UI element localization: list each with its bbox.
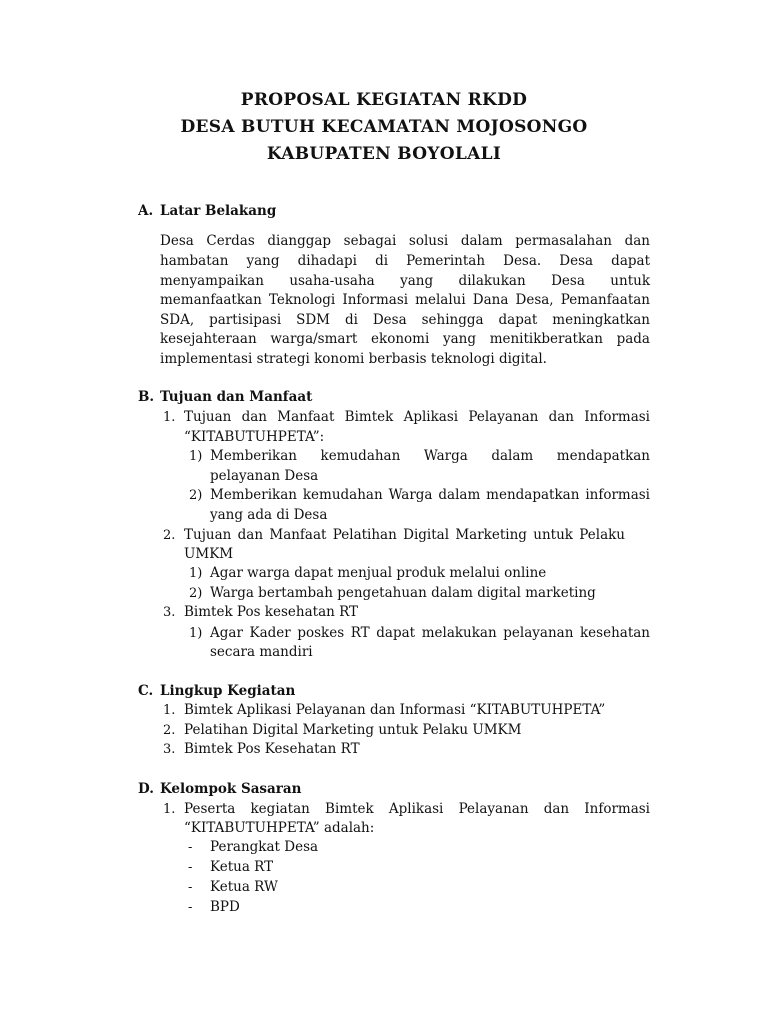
section-b-letter: B. (138, 389, 155, 405)
sub-list-number: 1) (189, 626, 203, 641)
list-item-text: Bimtek Aplikasi Pelayanan dan Informasi “KITABUTUHPETA” (184, 702, 606, 718)
bullet-text: Ketua RT (210, 859, 274, 875)
sub-list-text: pelayanan Desa (210, 468, 319, 484)
sub-list-text: secara mandiri (210, 644, 313, 660)
bullet-dash: - (188, 840, 193, 855)
sub-list-text: Agar warga dapat menjual produk melalui online (210, 565, 547, 581)
bullet-text: Ketua RW (210, 879, 278, 895)
sub-list-number: 2) (189, 488, 203, 503)
sub-list-number: 1) (189, 566, 203, 581)
sub-list-number: 1) (189, 449, 203, 464)
section-a-line: memanfaatkan Teknologi Informasi melalui Dana Desa, Pemanfaatan (160, 292, 650, 308)
section-c-title: Lingkup Kegiatan (160, 683, 296, 699)
section-a-line: menyampaikan usaha-usaha yang dilakukan Desa untuk (160, 273, 650, 289)
list-item-text: Bimtek Pos Kesehatan RT (184, 741, 360, 757)
section-a-line: SDA, partisipasi SDM di Desa sehingga dapat meningkatkan (160, 312, 650, 328)
list-item-text: Tujuan dan Manfaat Pelatihan Digital Marketing untuk Pelaku (184, 527, 625, 543)
list-number: 1. (163, 802, 176, 817)
sub-list-text: Memberikan kemudahan Warga dalam mendapatkan (210, 448, 650, 464)
section-a-heading (138, 203, 276, 219)
section-c-heading (138, 683, 295, 699)
bullet-text: BPD (210, 899, 240, 915)
list-item-text: Peserta kegiatan Bimtek Aplikasi Pelayanan dan Informasi (184, 801, 650, 817)
title-line-1: PROPOSAL KEGIATAN RKDD (240, 90, 528, 110)
list-item-text: Pelatihan Digital Marketing untuk Pelaku UMKM (184, 722, 522, 738)
list-number: 2. (163, 528, 176, 543)
bullet-dash: - (188, 860, 193, 875)
sub-list-text: Warga bertambah pengetahuan dalam digital marketing (210, 585, 596, 601)
section-d-title: Kelompok Sasaran (160, 781, 302, 797)
section-a-title: Latar Belakang (160, 203, 277, 219)
sub-list-text: yang ada di Desa (210, 507, 328, 523)
list-number: 1. (163, 410, 176, 425)
section-a-letter: A. (138, 203, 154, 219)
list-number: 2. (163, 723, 176, 738)
list-item-text: “KITABUTUHPETA”: (184, 429, 325, 445)
section-c-letter: C. (138, 683, 154, 699)
section-b-title: Tujuan dan Manfaat (160, 389, 313, 405)
list-number: 3. (163, 742, 176, 757)
bullet-dash: - (188, 880, 193, 895)
section-d-letter: D. (138, 781, 154, 797)
section-a-line: implementasi strategi konomi berbasis teknologi digital. (160, 351, 547, 367)
list-item-text: “KITABUTUHPETA” adalah: (184, 820, 375, 836)
section-a-line: kesejahteraan warga/smart ekonomi yang menitikberatkan pada (160, 331, 650, 347)
list-number: 3. (163, 605, 176, 620)
list-item-text: Bimtek Pos kesehatan RT (184, 604, 359, 620)
title-line-3: KABUPATEN BOYOLALI (266, 144, 502, 164)
bullet-text: Perangkat Desa (210, 839, 319, 855)
sub-list-number: 2) (189, 586, 203, 601)
title-line-2: DESA BUTUH KECAMATAN MOJOSONGO (180, 117, 588, 137)
list-item-text: UMKM (184, 546, 234, 562)
section-d-heading (138, 781, 301, 797)
bullet-dash: - (188, 900, 193, 915)
section-a-line: hambatan yang dihadapi di Pemerintah Desa. Desa dapat (160, 253, 650, 269)
section-a-line: Desa Cerdas dianggap sebagai solusi dalam permasalahan dan (160, 233, 650, 249)
sub-list-text: Memberikan kemudahan Warga dalam mendapatkan informasi (210, 487, 650, 503)
list-number: 1. (163, 703, 176, 718)
section-b-heading (138, 389, 312, 405)
sub-list-text: Agar Kader poskes RT dapat melakukan pelayanan kesehatan (210, 625, 650, 641)
list-item-text: Tujuan dan Manfaat Bimtek Aplikasi Pelayanan dan Informasi (184, 409, 650, 425)
